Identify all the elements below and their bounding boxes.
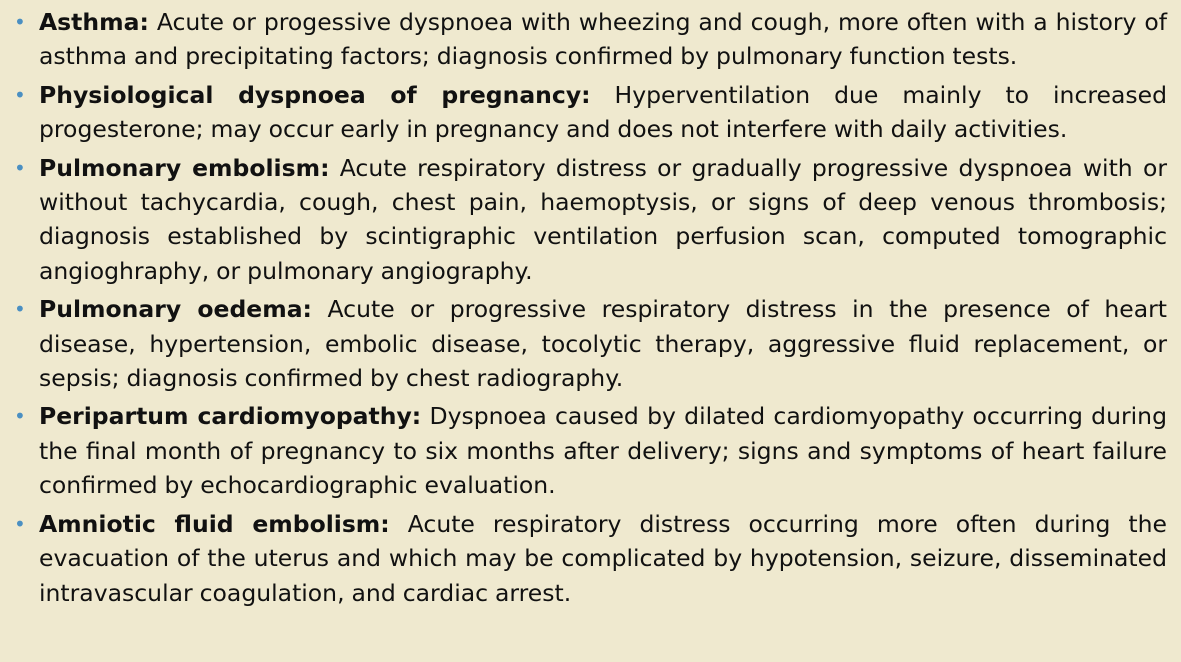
item-description: Acute or progressive respiratory distress in the presence of heart disease, hypertension, embolic disease, tocolytic therapy, aggressive fluid replacement, or sepsis; diagnosis confirmed by chest radiography.	[39, 295, 1167, 393]
bullet-icon: •	[14, 10, 26, 34]
bullet-icon: •	[14, 511, 26, 536]
item-term: Asthma:	[39, 8, 149, 36]
item-description: Acute or progessive dyspnoea with wheezing and cough, more often with a history of asthma and precipitating factors; diagnosis confirmed by pulmonary function tests.	[39, 8, 1167, 71]
list-item-physiological-dyspnoea	[12, 78, 1167, 147]
conditions-list	[12, 5, 1167, 610]
item-description: Acute respiratory distress occurring more often during the evacuation of the uterus and which may be complicated by hypotension, seizure, disseminated intravascular coagulation, and cardiac arrest.	[39, 509, 1167, 607]
bullet-icon: •	[14, 155, 26, 180]
item-term: Physiological dyspnoea of pregnancy:	[39, 80, 591, 109]
bullet-icon: •	[14, 297, 26, 322]
item-description: Dyspnoea caused by dilated cardiomyopathy occurring during the final month of pregnancy to six months after delivery; signs and symptoms of heart failure confirmed by echocardiographic evaluation.	[39, 402, 1167, 500]
bullet-icon: •	[14, 82, 26, 107]
item-term: Pulmonary oedema:	[39, 295, 312, 324]
list-item-amniotic-fluid-embolism	[12, 507, 1167, 610]
list-item-peripartum-cardiomyopathy	[12, 399, 1167, 502]
list-item-pulmonary-embolism	[12, 151, 1167, 289]
item-term: Amniotic fluid embolism:	[39, 509, 390, 538]
list-item-pulmonary-oedema	[12, 292, 1167, 395]
list-item-asthma	[12, 5, 1167, 74]
item-description: Acute respiratory distress or gradually progressive dyspnoea with or without tachycardia, cough, chest pain, haemoptysis, or signs of deep venous thrombosis; diagnosis established by scintigraphic ventilation perfusion scan, computed tomographic angioghraphy, or pulmonary angiography.	[39, 153, 1167, 285]
bullet-icon: •	[14, 404, 26, 429]
item-description: Hyperventilation due mainly to increased progesterone; may occur early in pregnancy and does not interfere with daily activities.	[39, 80, 1167, 144]
item-term: Peripartum cardiomyopathy:	[39, 402, 422, 431]
item-term: Pulmonary embolism:	[39, 153, 330, 182]
